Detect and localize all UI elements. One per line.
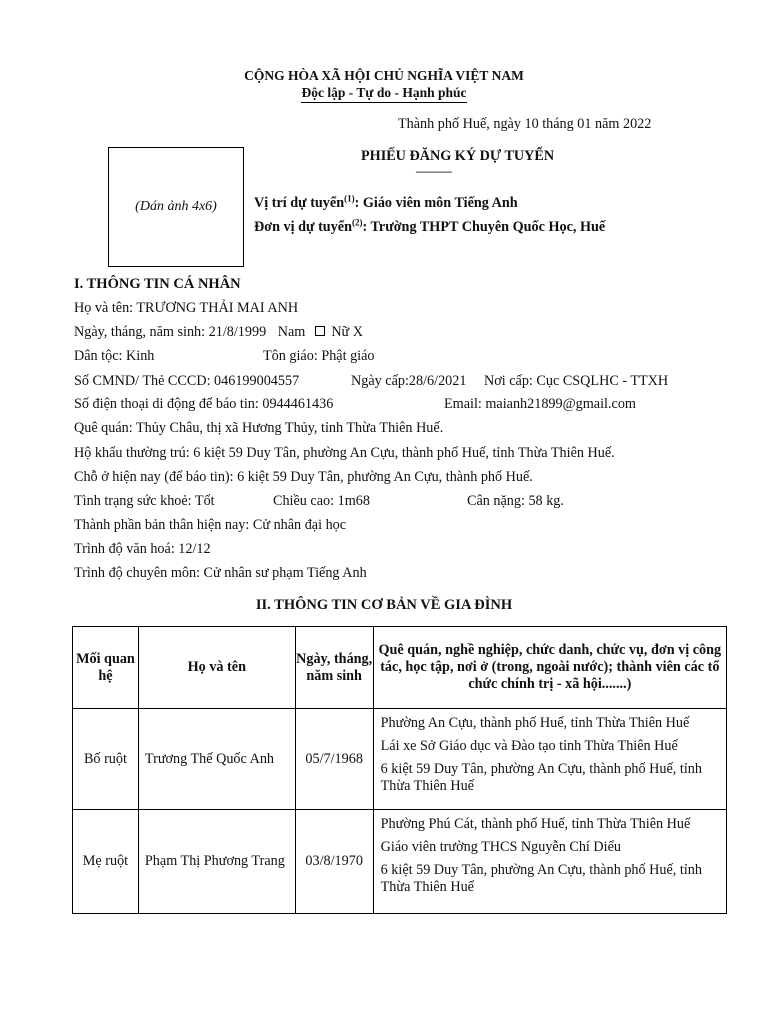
hometown-text: Phường An Cựu, thành phố Huế, tỉnh Thừa Thiên Huế (380, 715, 690, 731)
unit-value: : Trường THPT Chuyên Quốc Học, Huế (362, 219, 606, 235)
id-issue-place: Nơi cấp: Cục CSQLHC - TTXH (484, 373, 669, 389)
place-date: Thành phố Huế, ngày 10 tháng 01 năm 2022 (398, 116, 652, 132)
male-label: Nam (277, 324, 306, 340)
height: Chiều cao: 1m68 (273, 493, 370, 509)
permanent-residence: Hộ khẩu thường trú: 6 kiệt 59 Duy Tân, phường An Cựu, thành phố Huế, tỉnh Thừa Thiên Huế. (74, 445, 615, 461)
position-value: : Giáo viên môn Tiếng Anh (354, 195, 518, 211)
position-label: Vị trí dự tuyển (254, 195, 345, 211)
birth-gender-line (74, 324, 363, 341)
dob-cell: 03/8/1970 (295, 810, 373, 914)
female-label: Nữ X (331, 324, 364, 340)
name-cell: Trương Thế Quốc Anh (138, 709, 295, 810)
residence-text: 6 kiệt 59 Duy Tân, phường An Cựu, thành phố Huế, tỉnh Thừa Thiên Huế (380, 761, 702, 794)
form-title-rule: ______ (416, 160, 452, 174)
birth-date: Ngày, tháng, năm sinh: 21/8/1999 (74, 324, 267, 340)
hometown-text: Phường Phú Cát, thành phố Huế, tỉnh Thừa Thiên Huế (380, 816, 691, 832)
hometown: Quê quán: Thủy Châu, thị xã Hương Thủy, tỉnh Thừa Thiên Huế. (74, 420, 444, 436)
ethnicity: Dân tộc: Kinh (74, 348, 155, 364)
table-row (73, 810, 727, 914)
job-text: Lái xe Sở Giáo dục và Đào tạo tỉnh Thừa Thiên Huế (380, 738, 678, 754)
professional-qualification: Trình độ chuyên môn: Cử nhân sư phạm Tiếng Anh (74, 565, 367, 581)
job-text: Giáo viên trường THCS Nguyễn Chí Diểu (380, 839, 621, 855)
religion: Tôn giáo: Phật giáo (263, 348, 375, 364)
name-cell: Phạm Thị Phương Trang (138, 810, 295, 914)
photo-placeholder (108, 147, 244, 267)
id-issue-date: Ngày cấp:28/6/2021 (351, 373, 467, 389)
social-background: Thành phần bản thân hiện nay: Cử nhân đại học (74, 517, 347, 533)
unit-label: Đơn vị dự tuyển (254, 219, 352, 235)
personal-heading: I. THÔNG TIN CÁ NHÂN (74, 276, 241, 292)
family-table (72, 626, 727, 914)
relation-cell: Bố ruột (73, 709, 139, 810)
details-cell (373, 709, 726, 810)
current-address: Chỗ ở hiện nay (để báo tin): 6 kiệt 59 Duy Tân, phường An Cựu, thành phố Huế. (74, 469, 533, 485)
weight: Cân nặng: 58 kg. (467, 493, 564, 509)
position-applied (254, 195, 518, 212)
full-name: Họ và tên: TRƯƠNG THẢI MAI ANH (74, 300, 299, 316)
motto-text: Độc lập - Tự do - Hạnh phúc (301, 85, 466, 103)
table-row (73, 709, 727, 810)
male-checkbox (315, 326, 325, 336)
phone: Số điện thoại di động để báo tin: 0944461436 (74, 396, 334, 412)
position-footnote: (1) (344, 193, 355, 204)
family-heading: II. THÔNG TIN CƠ BẢN VỀ GIA ĐÌNH (255, 597, 513, 613)
col-dob: Ngày, tháng, năm sinh (295, 627, 373, 709)
education-level: Trình độ văn hoá: 12/12 (74, 541, 211, 557)
residence-text: 6 kiệt 59 Duy Tân, phường An Cựu, thành phố Huế, tỉnh Thừa Thiên Huế (380, 862, 702, 895)
email: Email: maianh21899@gmail.com (444, 396, 636, 412)
col-name: Họ và tên (138, 627, 295, 709)
unit-applied (254, 219, 605, 236)
details-cell (373, 810, 726, 914)
health: Tình trạng sức khoẻ: Tốt (74, 493, 215, 509)
motto (0, 85, 768, 101)
dob-cell: 05/7/1968 (295, 709, 373, 810)
form-title: PHIẾU ĐĂNG KÝ DỰ TUYỂN (361, 148, 555, 164)
unit-footnote: (2) (351, 217, 363, 228)
relation-cell: Mẹ ruột (73, 810, 139, 914)
photo-placeholder-text: (Dán ảnh 4x6) (135, 199, 217, 214)
national-title: CỘNG HÒA XÃ HỘI CHỦ NGHĨA VIỆT NAM (244, 68, 524, 83)
id-number: Số CMND/ Thẻ CCCD: 046199004557 (74, 373, 300, 389)
col-relation: Mối quan hệ (73, 627, 139, 709)
family-table-header (73, 627, 727, 709)
col-details: Quê quán, nghề nghiệp, chức danh, chức vụ, đơn vị công tác, học tập, nơi ở (trong, ngoài nước); thành viên các tổ chức chính trị - xã hội.......) (373, 627, 726, 709)
